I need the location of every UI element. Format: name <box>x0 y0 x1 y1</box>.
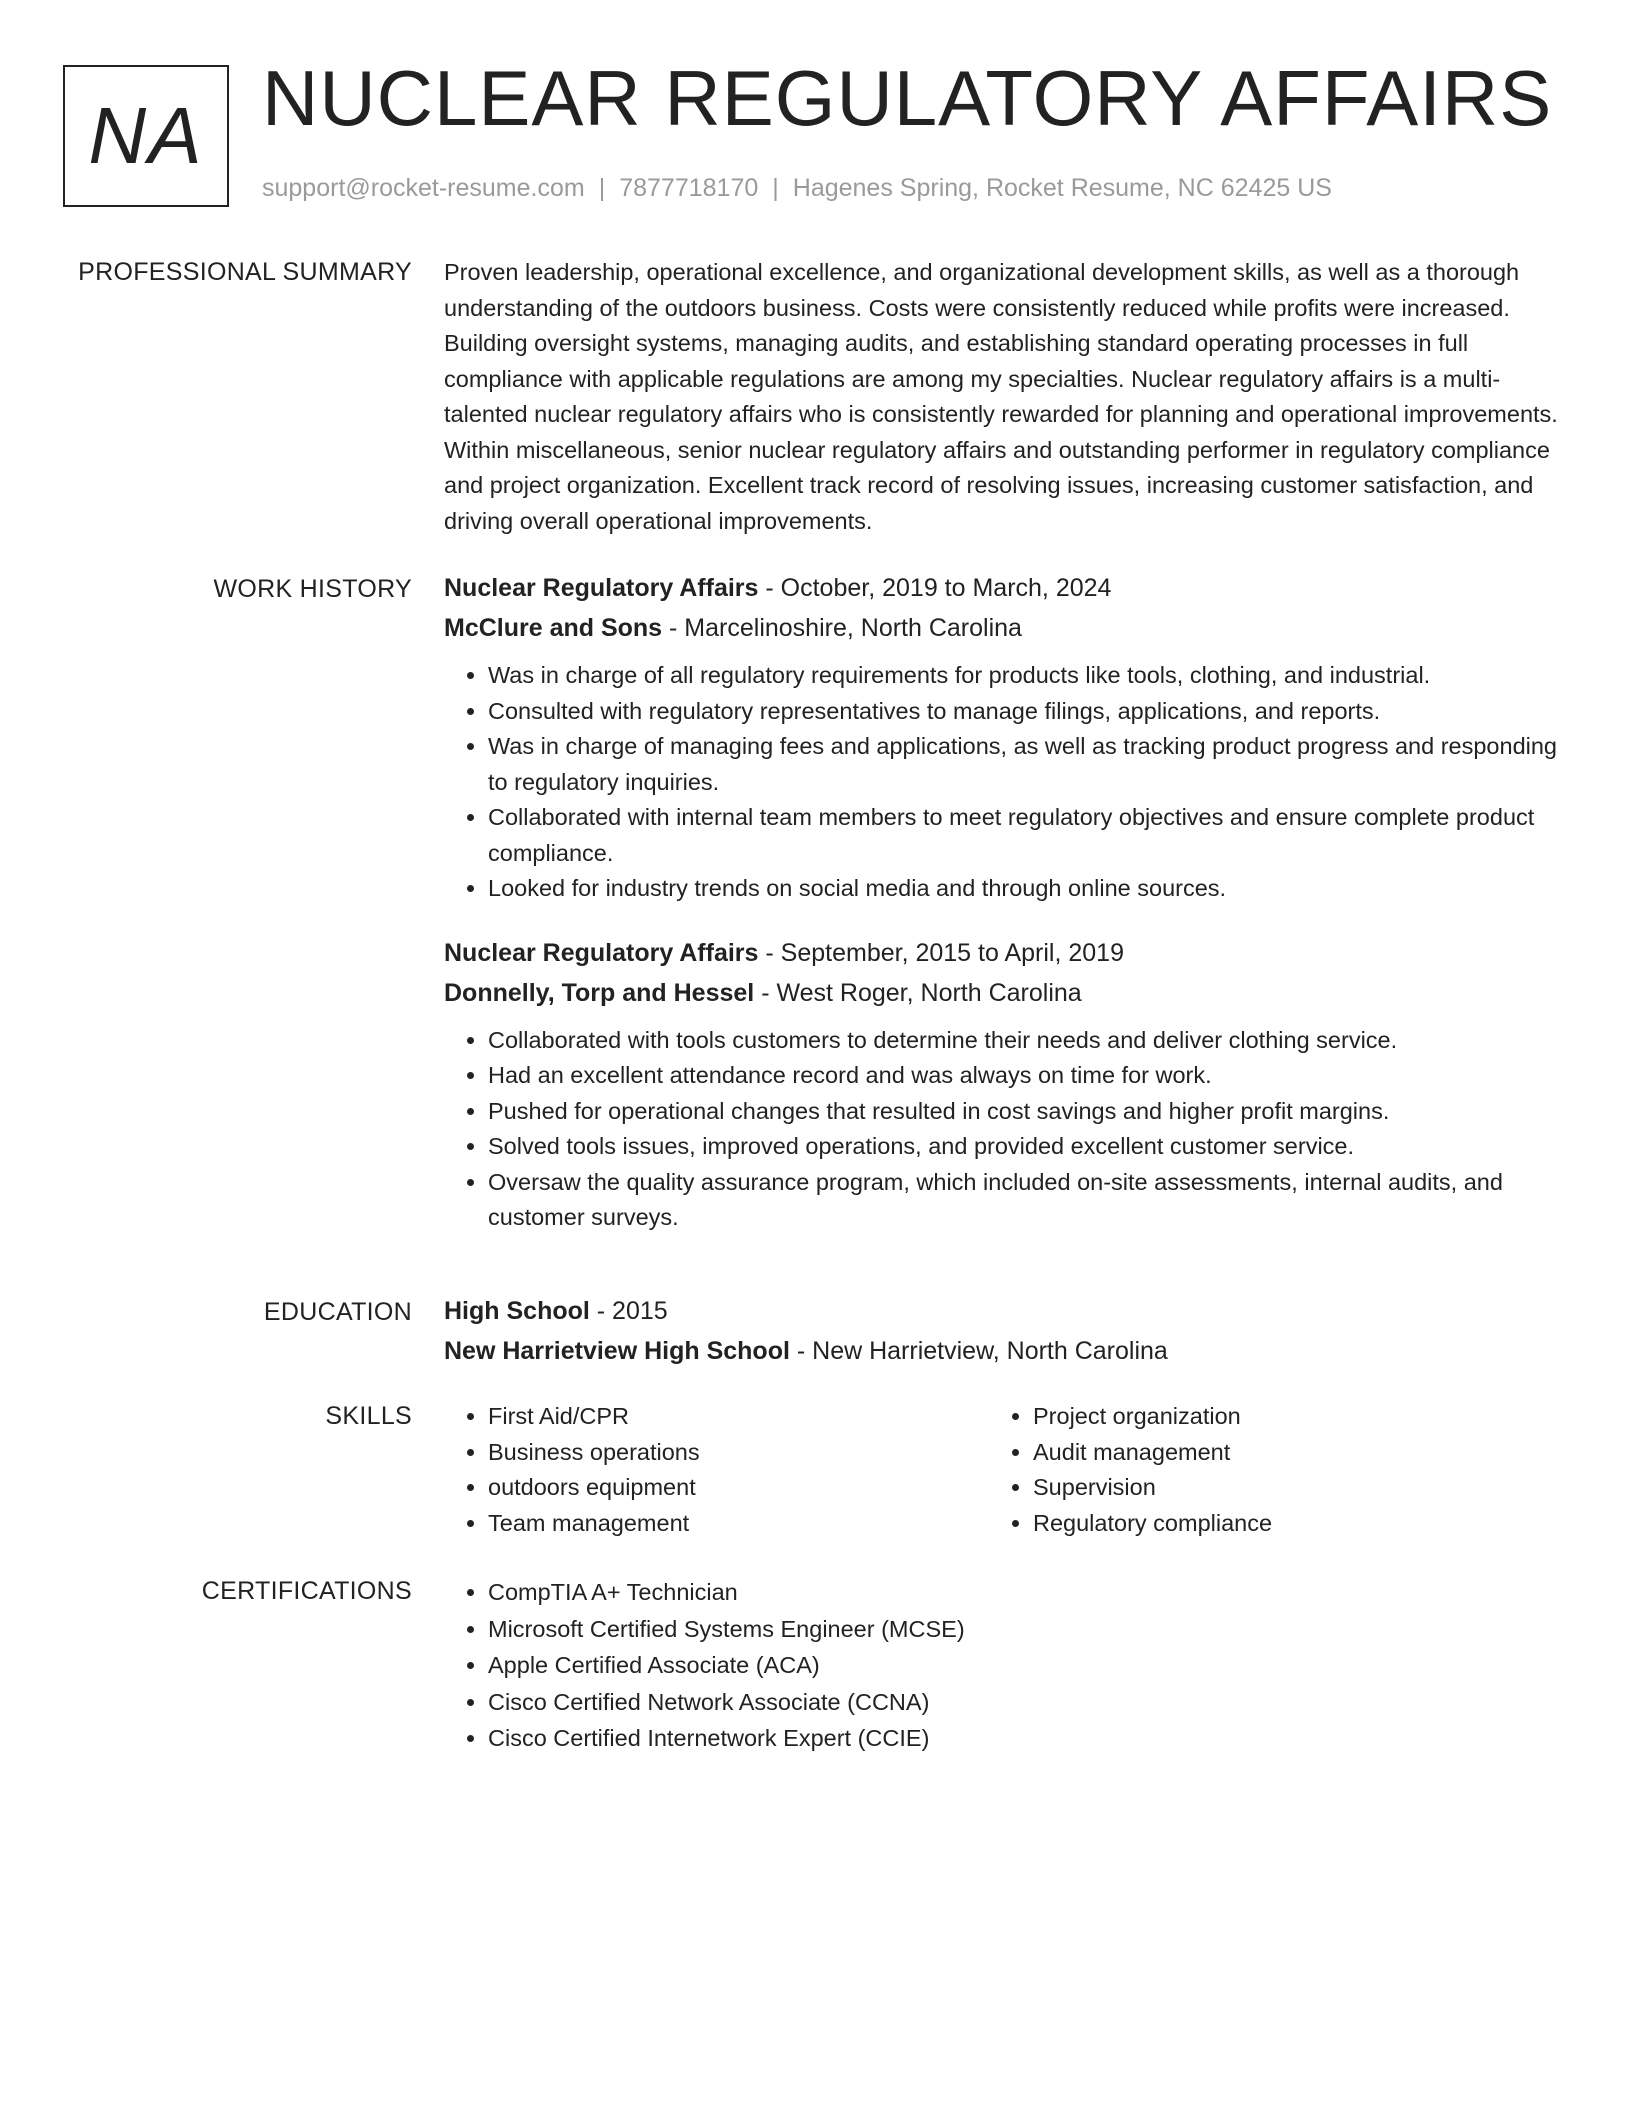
job-role: Nuclear Regulatory Affairs <box>444 938 759 967</box>
list-item: • Business operations <box>488 1435 989 1471</box>
work-history-body <box>444 568 1559 1262</box>
education-title: EDUCATION <box>263 1298 412 1326</box>
summary-title: PROFESSIONAL SUMMARY <box>78 258 412 286</box>
list-item: • Team management <box>488 1506 989 1542</box>
list-item: • Consulted with regulatory representatives to manage filings, applications, and reports. <box>488 694 1559 730</box>
summary-body <box>444 258 1559 539</box>
contact-line <box>262 174 1332 203</box>
skills-body <box>444 1399 1559 1541</box>
list-item: • Solved tools issues, improved operations, and provided excellent customer service. <box>488 1129 1559 1165</box>
job-role-line <box>444 933 1559 973</box>
skills-column-left <box>444 1399 989 1541</box>
job-dates: - October, 2019 to March, 2024 <box>758 574 1112 602</box>
education-year: - 2015 <box>589 1297 668 1325</box>
education-degree: High School <box>444 1297 590 1325</box>
job-location: - West Roger, North Carolina <box>754 978 1082 1007</box>
job-bullets <box>444 1023 1559 1236</box>
list-item: • Collaborated with tools customers to determine their needs and deliver clothing service. <box>488 1023 1559 1059</box>
job-entry <box>444 568 1559 907</box>
skills-title: SKILLS <box>325 1402 412 1430</box>
list-item: • Cisco Certified Network Associate (CCNA) <box>488 1684 1559 1721</box>
job-role-line <box>444 568 1559 608</box>
job-role: Nuclear Regulatory Affairs <box>444 574 759 602</box>
education-school-line <box>444 1331 1559 1371</box>
list-item: • Regulatory compliance <box>1033 1506 1534 1542</box>
list-item: • Project organization <box>1033 1399 1534 1435</box>
job-bullets <box>444 658 1559 907</box>
education-location: - New Harrietview, North Carolina <box>789 1337 1168 1365</box>
contact-phone: 7877718170 <box>619 174 759 202</box>
skills-column-right <box>989 1399 1534 1541</box>
job-company-line <box>444 608 1559 648</box>
job-location: - Marcelinoshire, North Carolina <box>662 614 1022 642</box>
skills-grid <box>444 1399 1559 1541</box>
list-item: • CompTIA A+ Technician <box>488 1574 1559 1611</box>
education-degree-line <box>444 1291 1559 1331</box>
job-company: Donnelly, Torp and Hessel <box>444 978 755 1007</box>
certifications-title: CERTIFICATIONS <box>201 1577 412 1605</box>
contact-address: Hagenes Spring, Rocket Resume, NC 62425 US <box>792 174 1332 202</box>
summary-text: Proven leadership, operational excellence, and organizational development skills, as well as a thorough understanding of the outdoors business. Costs were consistently reduced while profits were increased. Building oversight systems, managing audits, and establishing standard operating processes in full compliance with applicable regulations are among my specialties. Nuclear regulatory affairs is a multi-talented nuclear regulatory affairs who is consistently rewarded for planning and operational improvements. Within miscellaneous, senior nuclear regulatory affairs and outstanding performer in regulatory compliance and project organization. Excellent track record of resolving issues, increasing customer satisfaction, and driving overall operational improvements. <box>444 259 1558 534</box>
initials-monogram: NA <box>63 65 229 207</box>
job-entry <box>444 933 1559 1236</box>
list-item: • Looked for industry trends on social media and through online sources. <box>488 871 1559 907</box>
list-item: • Oversaw the quality assurance program, which included on-site assessments, internal audits, and customer surveys. <box>488 1165 1559 1236</box>
list-item: • Had an excellent attendance record and was always on time for work. <box>488 1058 1559 1094</box>
list-item: • Supervision <box>1033 1470 1534 1506</box>
education-body <box>444 1291 1559 1371</box>
list-item: • Was in charge of all regulatory requirements for products like tools, clothing, and industrial. <box>488 658 1559 694</box>
contact-separator: | <box>598 174 606 202</box>
job-company-line <box>444 973 1559 1013</box>
certifications-list <box>444 1574 1559 1757</box>
resume-name: NUCLEAR REGULATORY AFFAIRS <box>262 54 1553 142</box>
education-school: New Harrietview High School <box>444 1337 790 1365</box>
list-item: • Microsoft Certified Systems Engineer (MCSE) <box>488 1611 1559 1648</box>
list-item: • Cisco Certified Internetwork Expert (CCIE) <box>488 1720 1559 1757</box>
list-item: • Audit management <box>1033 1435 1534 1471</box>
work-history-title: WORK HISTORY <box>213 575 412 603</box>
list-item: • Apple Certified Associate (ACA) <box>488 1647 1559 1684</box>
contact-email: support@rocket-resume.com <box>262 174 585 202</box>
contact-separator: | <box>772 174 779 202</box>
job-dates: - September, 2015 to April, 2019 <box>758 938 1124 967</box>
list-item: • Was in charge of managing fees and applications, as well as tracking product progress and responding to regulatory inquiries. <box>488 729 1559 800</box>
list-item: • Collaborated with internal team members to meet regulatory objectives and ensure complete product compliance. <box>488 800 1559 871</box>
list-item: • outdoors equipment <box>488 1470 989 1506</box>
list-item: • Pushed for operational changes that resulted in cost savings and higher profit margins. <box>488 1094 1559 1130</box>
list-item: • First Aid/CPR <box>488 1399 989 1435</box>
job-company: McClure and Sons <box>444 614 663 642</box>
certifications-body <box>444 1574 1559 1757</box>
